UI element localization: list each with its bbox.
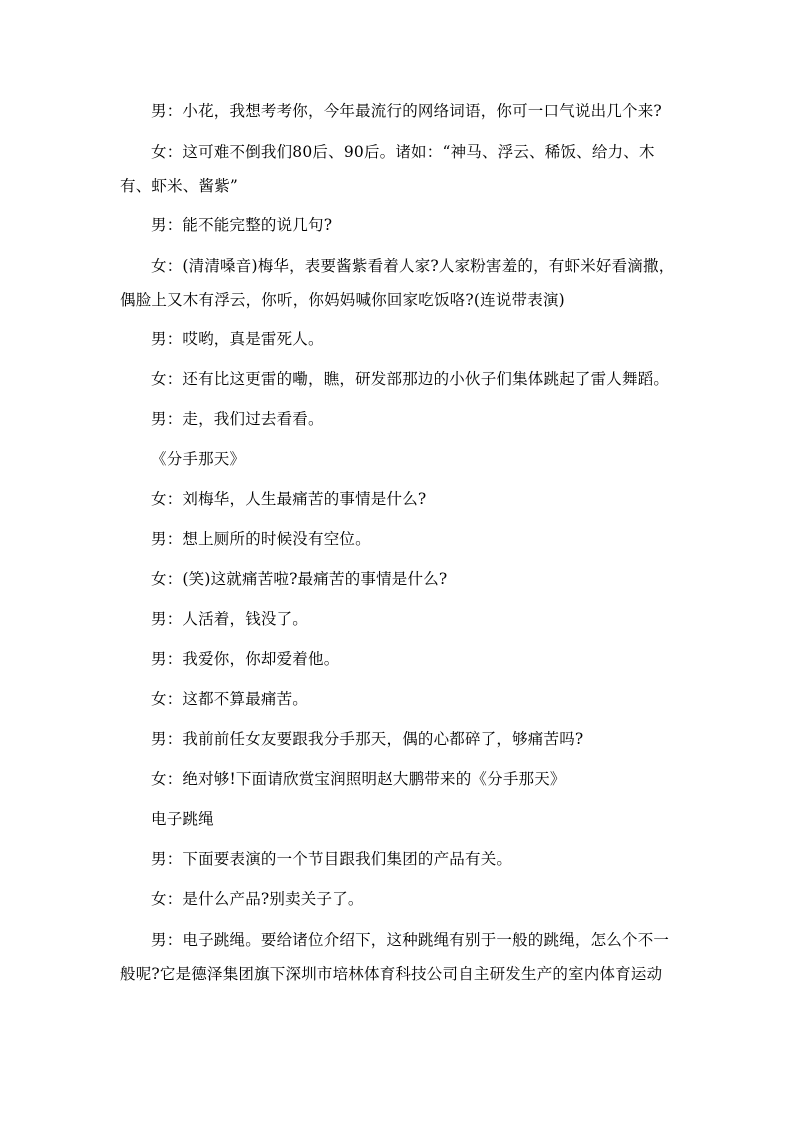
paragraph: 男：我前前任女友要跟我分手那天，偶的心都碎了，够痛苦吗?	[151, 730, 584, 748]
paragraph: 女：(清清嗓音)梅华，表要酱紫看着人家?人家粉害羞的，有虾米好看滴撒，偶脸上又木有浮云，你听，你妈妈喊你回家吃饭咯?(连说带表演)	[120, 257, 675, 309]
section-title: 《分手那天》	[151, 450, 246, 468]
paragraph: 男：哎哟，真是雷死人。	[151, 330, 324, 348]
paragraph: 男：下面要表演的一个节目跟我们集团的产品有关。	[151, 850, 513, 868]
paragraph: 女：刘梅华，人生最痛苦的事情是什么?	[151, 490, 427, 508]
paragraph: 男：人活着，钱没了。	[151, 610, 309, 628]
paragraph: 女：是什么产品?别卖关子了。	[151, 890, 364, 908]
paragraph: 女：绝对够!下面请欣赏宝润照明赵大鹏带来的《分手那天》	[151, 770, 566, 788]
document-body	[120, 100, 680, 1002]
paragraph: 女：(笑)这就痛苦啦?最痛苦的事情是什么?	[151, 570, 448, 588]
paragraph: 男：电子跳绳。要给诸位介绍下，这种跳绳有别于一般的跳绳，怎么个不一般呢?它是德泽集团旗下深圳市培林体育科技公司自主研发生产的室内体育运动	[120, 931, 670, 983]
paragraph: 男：我爱你，你却爱着他。	[151, 650, 340, 668]
paragraph: 男：想上厕所的时候没有空位。	[151, 530, 371, 548]
paragraph: 男：能不能完整的说几句?	[151, 216, 333, 234]
paragraph: 男：小花，我想考考你，今年最流行的网络词语，你可一口气说出几个来?	[151, 102, 662, 120]
paragraph: 女：这可难不倒我们80后、90后。诸如：“神马、浮云、稀饭、给力、木有、虾米、酱紫”	[120, 143, 655, 195]
section-title: 电子跳绳	[151, 810, 214, 828]
paragraph: 女：还有比这更雷的嘞，瞧，研发部那边的小伙子们集体跳起了雷人舞蹈。	[151, 370, 670, 388]
paragraph: 男：走，我们过去看看。	[151, 410, 324, 428]
paragraph: 女：这都不算最痛苦。	[151, 690, 309, 708]
